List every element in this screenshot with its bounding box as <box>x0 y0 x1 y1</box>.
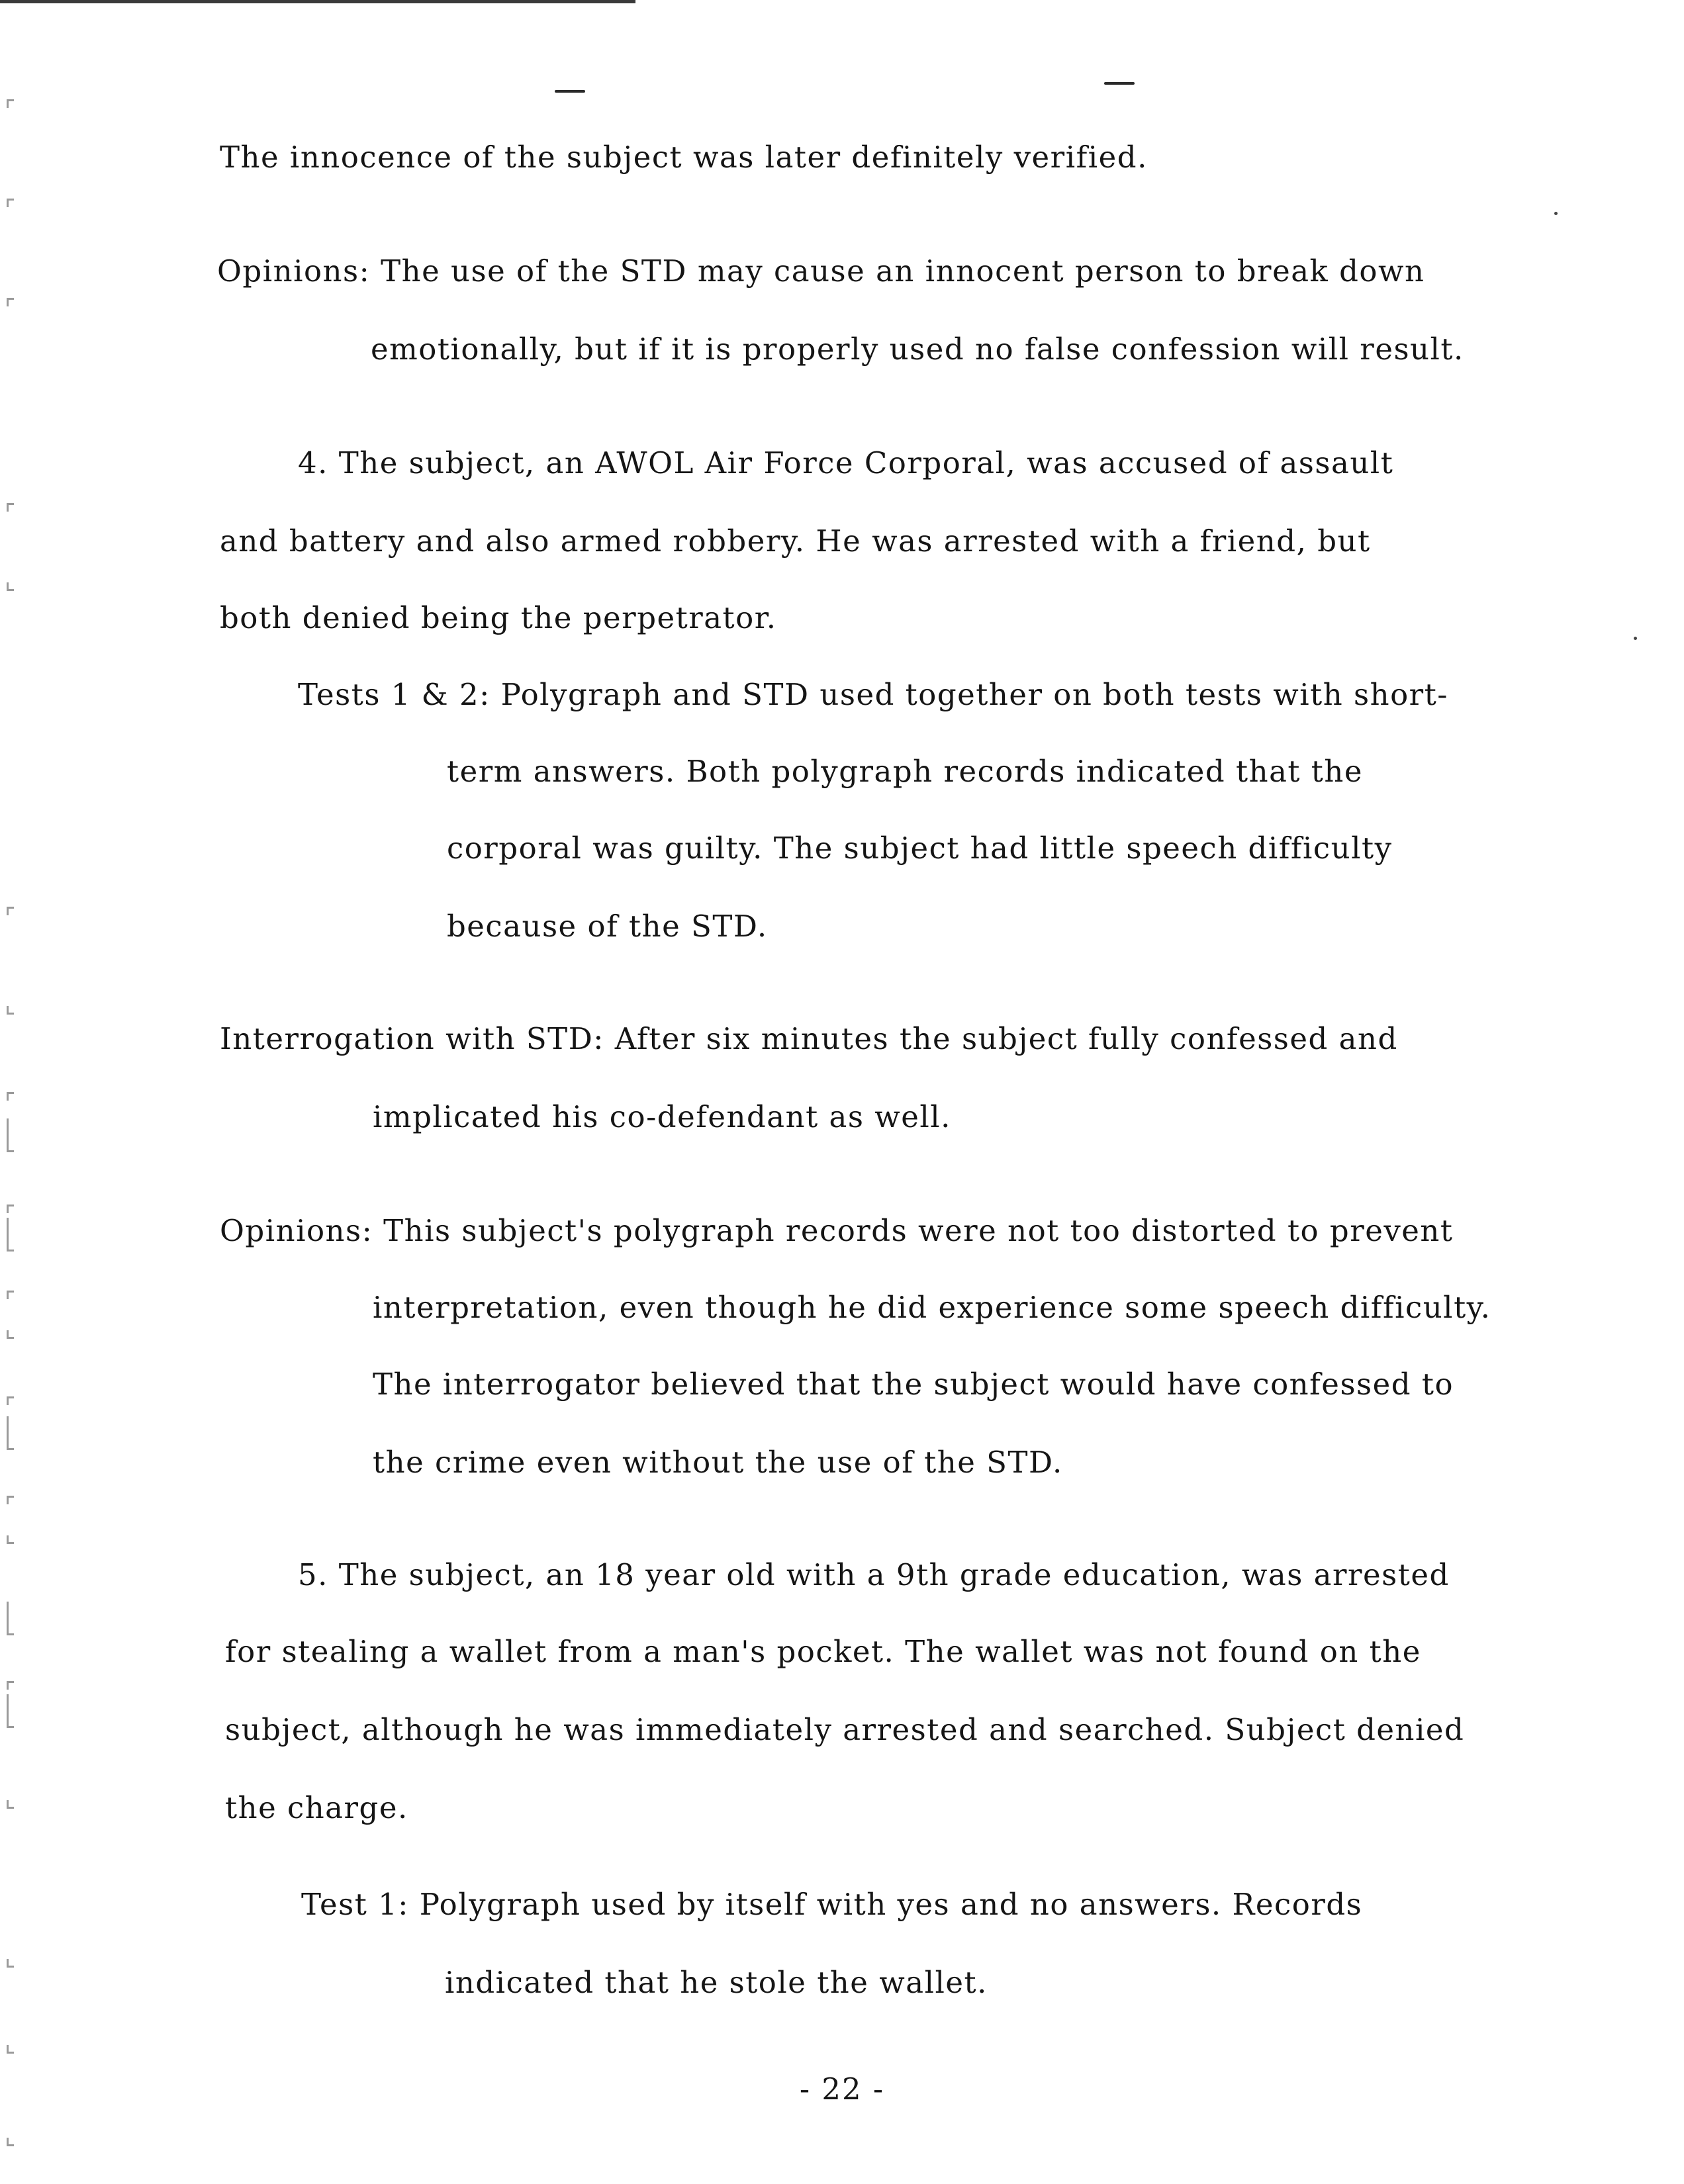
text-line: subject, although he was immediately arrested and searched. Subject denied <box>225 1712 1465 1747</box>
text-line: for stealing a wallet from a man's pocket. The wallet was not found on the <box>225 1634 1421 1669</box>
text-line: the charge. <box>225 1790 408 1825</box>
text-line: Tests 1 & 2: Polygraph and STD used together on both tests with short- <box>298 677 1448 712</box>
scan-speck <box>1634 637 1637 640</box>
scan-margin-marks <box>7 79 40 2164</box>
text-line: 4. The subject, an AWOL Air Force Corporal, was accused of assault <box>298 445 1394 480</box>
text-line: Test 1: Polygraph used by itself with yes and no answers. Records <box>301 1887 1363 1922</box>
scan-mark <box>1104 82 1135 85</box>
text-line: because of the STD. <box>447 909 768 944</box>
text-line: the crime even without the use of the STD. <box>373 1445 1063 1480</box>
text-line: interpretation, even though he did experience some speech difficulty. <box>373 1290 1491 1325</box>
text-line: emotionally, but if it is properly used no false confession will result. <box>371 332 1464 367</box>
text-line: and battery and also armed robbery. He was arrested with a friend, but <box>220 523 1371 559</box>
text-line: Opinions: The use of the STD may cause an innocent person to break down <box>217 253 1425 289</box>
text-line: both denied being the perpetrator. <box>220 600 777 635</box>
text-line: The interrogator believed that the subject would have confessed to <box>373 1367 1454 1402</box>
text-line: implicated his co-defendant as well. <box>373 1099 951 1134</box>
scan-mark <box>555 90 585 93</box>
text-line: corporal was guilty. The subject had little speech difficulty <box>447 831 1393 866</box>
text-line: Interrogation with STD: After six minutes the subject fully confessed and <box>220 1021 1398 1056</box>
text-line: Opinions: This subject's polygraph records were not too distorted to prevent <box>220 1213 1454 1248</box>
page-number: - 22 - <box>799 2071 885 2107</box>
scan-speck <box>1554 212 1558 215</box>
scan-top-rule <box>0 0 635 3</box>
text-line: term answers. Both polygraph records indicated that the <box>447 754 1364 789</box>
text-line: 5. The subject, an 18 year old with a 9th grade education, was arrested <box>298 1557 1450 1592</box>
text-line: The innocence of the subject was later definitely verified. <box>220 140 1148 175</box>
text-line: indicated that he stole the wallet. <box>445 1965 988 2000</box>
